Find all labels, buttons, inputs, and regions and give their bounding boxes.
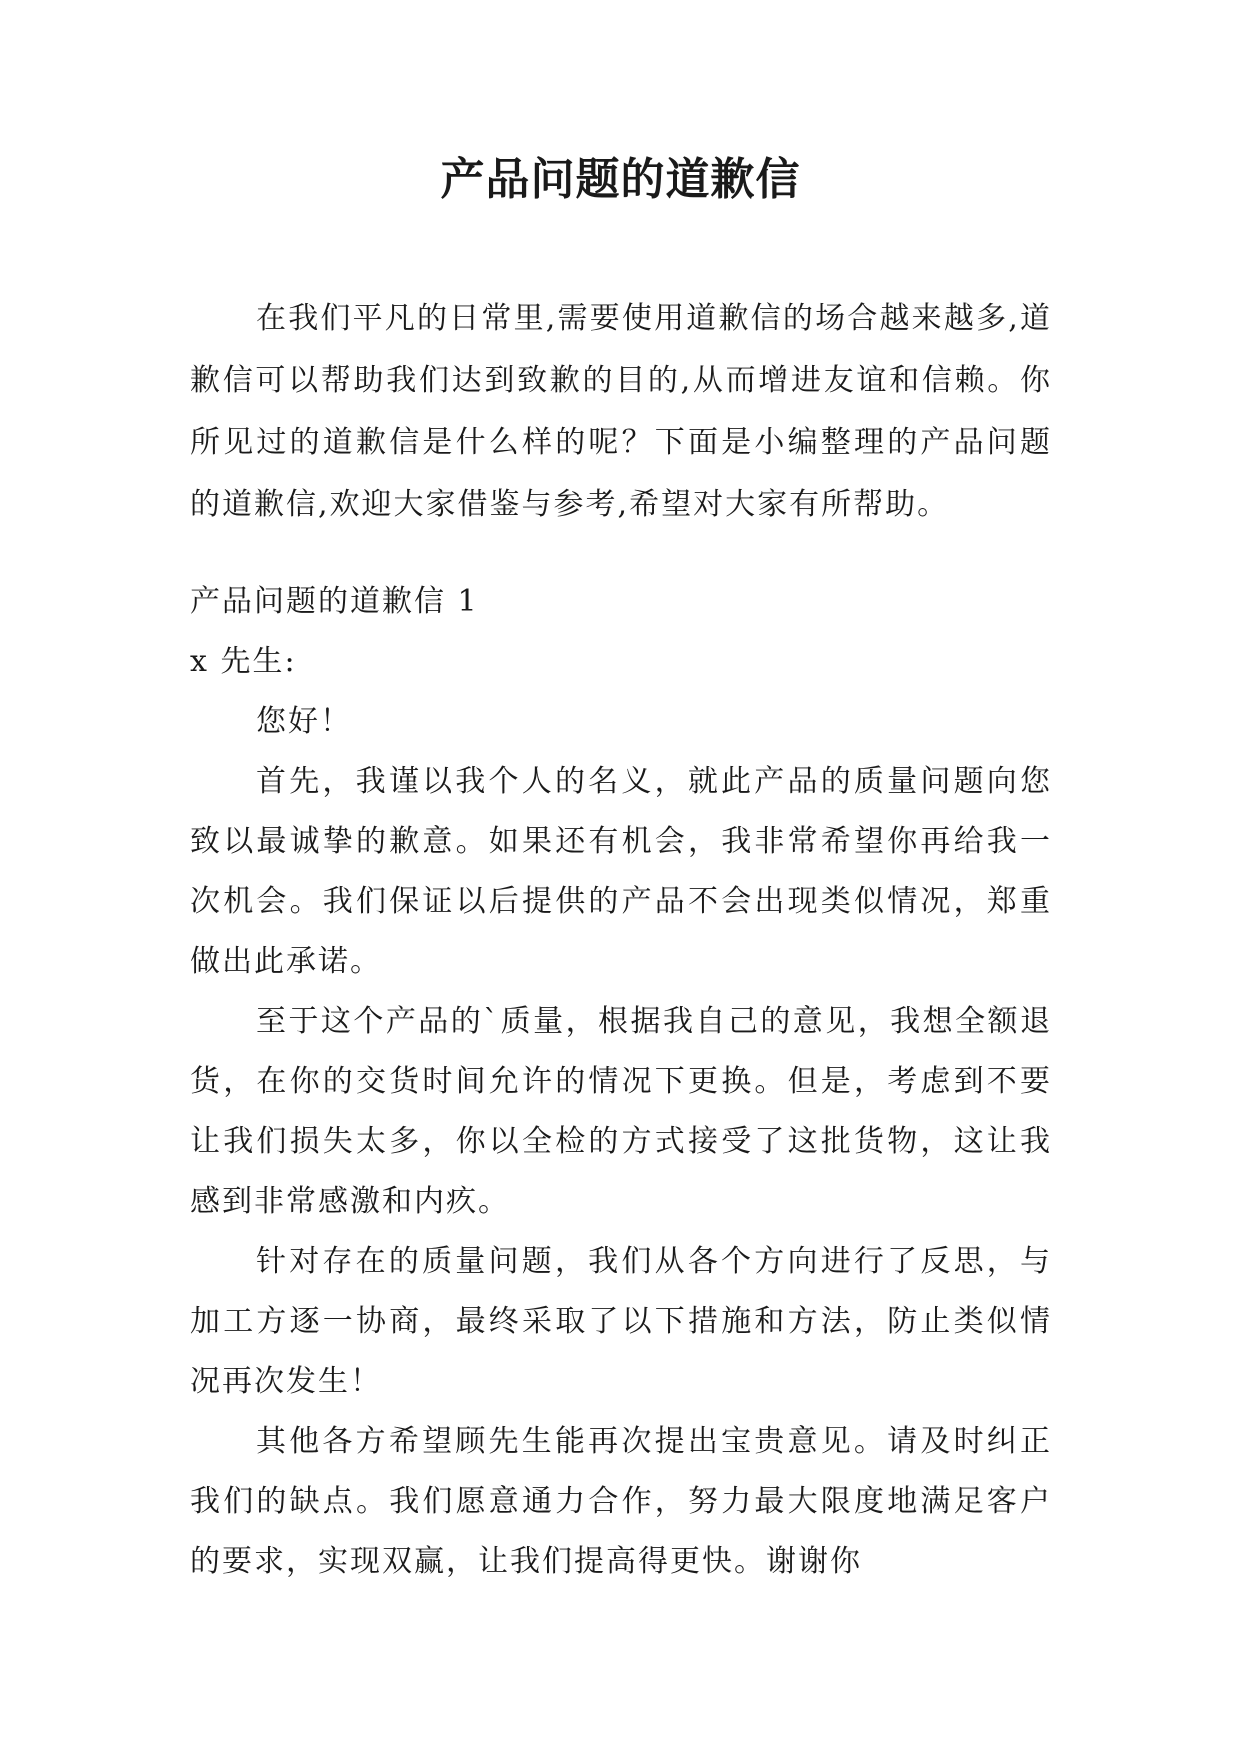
section-heading: 产品问题的道歉信 1 xyxy=(190,584,479,619)
letter-paragraph: 至于这个产品的`质量，根据我自己的意见，我想全额退货，在你的交货时间允许的情况下更换。但是，考虑到不要让我们损失太多，你以全检的方式接受了这批货物，这让我感到非常感激和内疚。 xyxy=(190,1004,1052,1219)
salutation: x 先生: xyxy=(190,644,297,679)
intro-paragraph: 在我们平凡的日常里,需要使用道歉信的场合越来越多,道歉信可以帮助我们达到致歉的目的,从而增进友谊和信赖。你所见过的道歉信是什么样的呢？下面是小编整理的产品问题的道歉信,欢迎大家借鉴与参考,希望对大家有所帮助。 xyxy=(190,301,1052,522)
letter-paragraph: 针对存在的质量问题，我们从各个方向进行了反思，与加工方逐一协商，最终采取了以下措施和方法，防止类似情况再次发生！ xyxy=(190,1244,1052,1399)
document-title: 产品问题的道歉信 xyxy=(440,154,801,205)
document-content xyxy=(190,288,1052,1592)
letter-paragraph: 其他各方希望顾先生能再次提出宝贵意见。请及时纠正我们的缺点。我们愿意通力合作，努力最大限度地满足客户的要求，实现双赢，让我们提高得更快。谢谢你 xyxy=(190,1424,1052,1579)
letter-paragraph: 首先，我谨以我个人的名义，就此产品的质量问题向您致以最诚挚的歉意。如果还有机会，我非常希望你再给我一次机会。我们保证以后提供的产品不会出现类似情况，郑重做出此承诺。 xyxy=(190,764,1052,979)
greeting: 您好！ xyxy=(256,704,352,739)
letter-body xyxy=(190,572,1052,1592)
